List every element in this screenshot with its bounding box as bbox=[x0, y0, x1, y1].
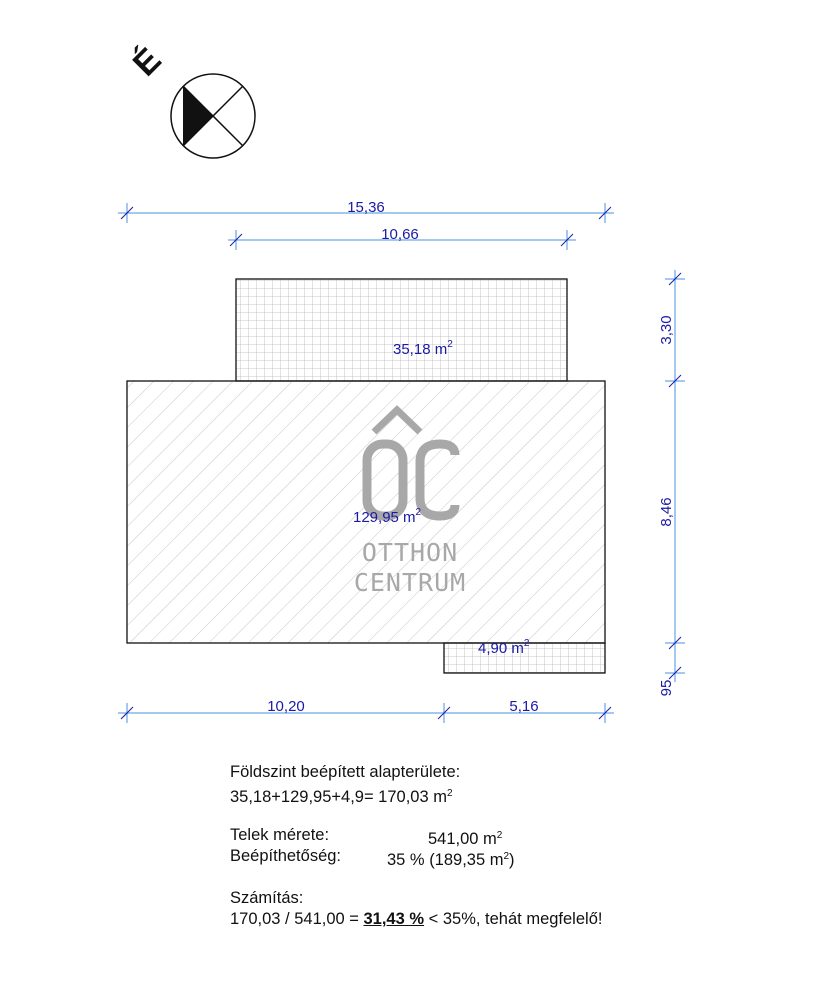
calc-title: Számítás: bbox=[230, 889, 304, 907]
watermark-line1: OTTHON bbox=[361, 538, 459, 567]
dimension-right-lower-label: 95 bbox=[658, 679, 675, 697]
ground-title: Földszint beépített alapterülete: bbox=[230, 763, 461, 781]
lot-size-value: 541,00 $m^2$ bbox=[428, 830, 503, 848]
north-label: É bbox=[125, 40, 169, 84]
ground-formula: 35,18+129,95+4,9= 170,03 $m^2$ bbox=[230, 788, 453, 806]
calc-result: 31,43 % bbox=[363, 910, 425, 928]
dimension-bottom-left-label: 10,20 bbox=[267, 698, 305, 715]
dimension-bottom bbox=[118, 703, 614, 723]
calculation-notes bbox=[230, 762, 790, 930]
buildable-row bbox=[230, 846, 790, 867]
lot-size-row bbox=[230, 825, 790, 846]
area-label-lower: 4,90 $m^2$ bbox=[478, 638, 530, 657]
dimension-top-upper-label: 10,66 bbox=[381, 226, 419, 243]
dimension-top-total-label: 15,36 bbox=[347, 199, 385, 216]
dimension-right-middle-label: 8,46 bbox=[658, 497, 675, 527]
dimension-bottom-right-label: 5,16 bbox=[509, 698, 539, 715]
area-label-main: 129,95 $m^2$ bbox=[353, 507, 422, 526]
dimension-right-upper-label: 3,30 bbox=[658, 315, 675, 345]
north-arrow-icon bbox=[126, 41, 255, 158]
watermark-line2: CENTRUM bbox=[353, 568, 467, 597]
buildable-label: Beépíthetőség: bbox=[230, 847, 342, 865]
area-label-upper: 35,18 $m^2$ bbox=[393, 339, 453, 358]
lot-size-label: Telek mérete: bbox=[230, 826, 330, 844]
calc-row: 170,03 / 541,00 = 31,43 % < 35%, tehát megfelelő! bbox=[230, 910, 603, 928]
upper-annex bbox=[236, 279, 567, 381]
buildable-value: 35 % (189,35 $m^2$) bbox=[387, 851, 515, 869]
